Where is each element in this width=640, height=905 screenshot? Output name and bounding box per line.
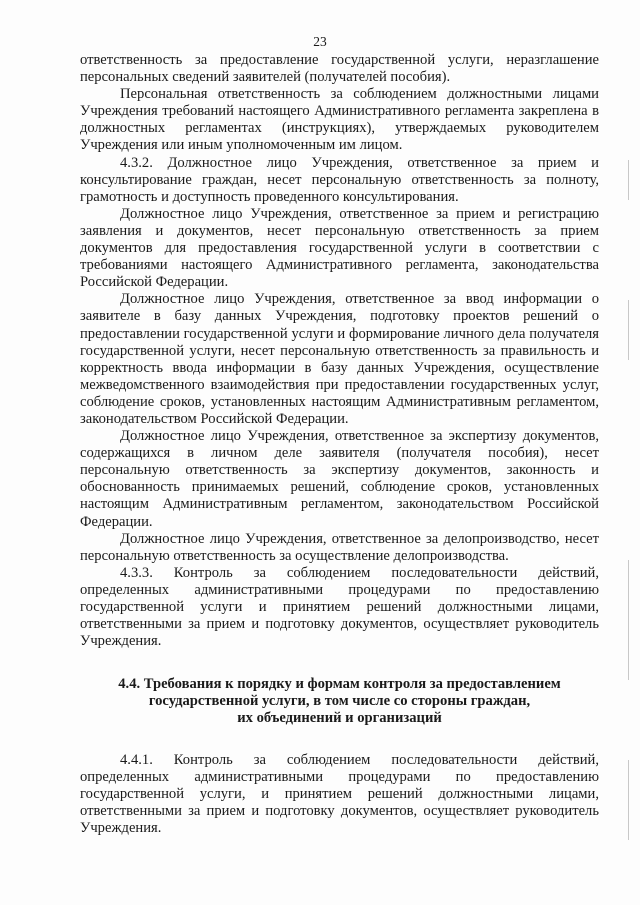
section-heading-line: их объединений и организаций <box>237 710 442 727</box>
paragraph-database-officer: Должностное лицо Учреждения, ответственное за ввод информации о заявителе в базу данных Учреждения, подготовку проектов решений о предоставлении государственной услуги и формирование личного дела получателя государственной услуги, несет персональную ответственность за правильность и корректность ввода информации в базу данных Учреждения, осуществление межведомственного взаимодействия при предоставлении государственных услуг, соблюдение сроков, установленных настоящим Административным регламентом, законодательством Российской Федерации. <box>80 291 599 427</box>
section-heading-line: государственной услуги, в том числе со стороны граждан, <box>148 693 531 710</box>
section-heading-4-4 <box>80 676 599 727</box>
section-body-4-4 <box>80 752 599 837</box>
section-heading-line: 4.4. Требования к порядку и формам контроля за предоставлением <box>118 676 561 693</box>
scan-edge-mark <box>628 560 629 680</box>
paragraph-4-3-3: 4.3.3. Контроль за соблюдением последовательности действий, определенных административными процедурами по предоставлению государственной услуги и принятием решений должностными лицами, ответственными за прием и подготовку документов, осуществляет руководитель Учреждения. <box>80 564 599 650</box>
paragraph-expertise-officer: Должностное лицо Учреждения, ответственное за экспертизу документов, содержащихся в личном деле заявителя (получателя пособия), несет персональную ответственность за экспертизу документов, законность и обоснованность принимаемых решений, соблюдение сроков, установленных настоящим Административным регламентом, законодательством Российской Федерации. <box>80 428 599 530</box>
page-number: 23 <box>313 34 327 49</box>
scan-edge-mark <box>628 160 629 200</box>
paragraph-registration-officer: Должностное лицо Учреждения, ответственное за прием и регистрацию заявления и документов, несет персональную ответственность за прием документов для предоставления государственной услуги в соответствии с требованиями настоящего Административного регламента, законодательства Российской Федерации. <box>80 205 599 291</box>
scan-edge-mark <box>628 300 629 360</box>
paragraph-personal-responsibility: Персональная ответственность за соблюдением должностными лицами Учреждения требований настоящего Административного регламента закреплена в должностных регламентах (инструкциях), утверждаемых руководителем Учреждения или иным уполномоченным им лицом. <box>80 86 599 154</box>
scan-edge-mark <box>628 760 629 840</box>
paragraph-records-officer: Должностное лицо Учреждения, ответственное за делопроизводство, несет персональную ответственность за осуществление делопроизводства. <box>80 530 599 564</box>
paragraph-4-3-2: 4.3.2. Должностное лицо Учреждения, ответственное за прием и консультирование граждан, несет персональную ответственность за полноту, грамотность и доступность проведенного консультирования. <box>80 154 599 205</box>
paragraph-continuation: ответственность за предоставление государственной услуги, неразглашение персональных сведений заявителей (получателей пособия). <box>80 52 599 86</box>
document-body <box>80 52 599 837</box>
paragraph-4-4-1: 4.4.1. Контроль за соблюдением последовательности действий, определенных административными процедурами по предоставлению государственной услуги, и принятием решений должностными лицами, ответственными за прием и подготовку документов, осуществляет руководитель Учреждения. <box>80 751 599 836</box>
